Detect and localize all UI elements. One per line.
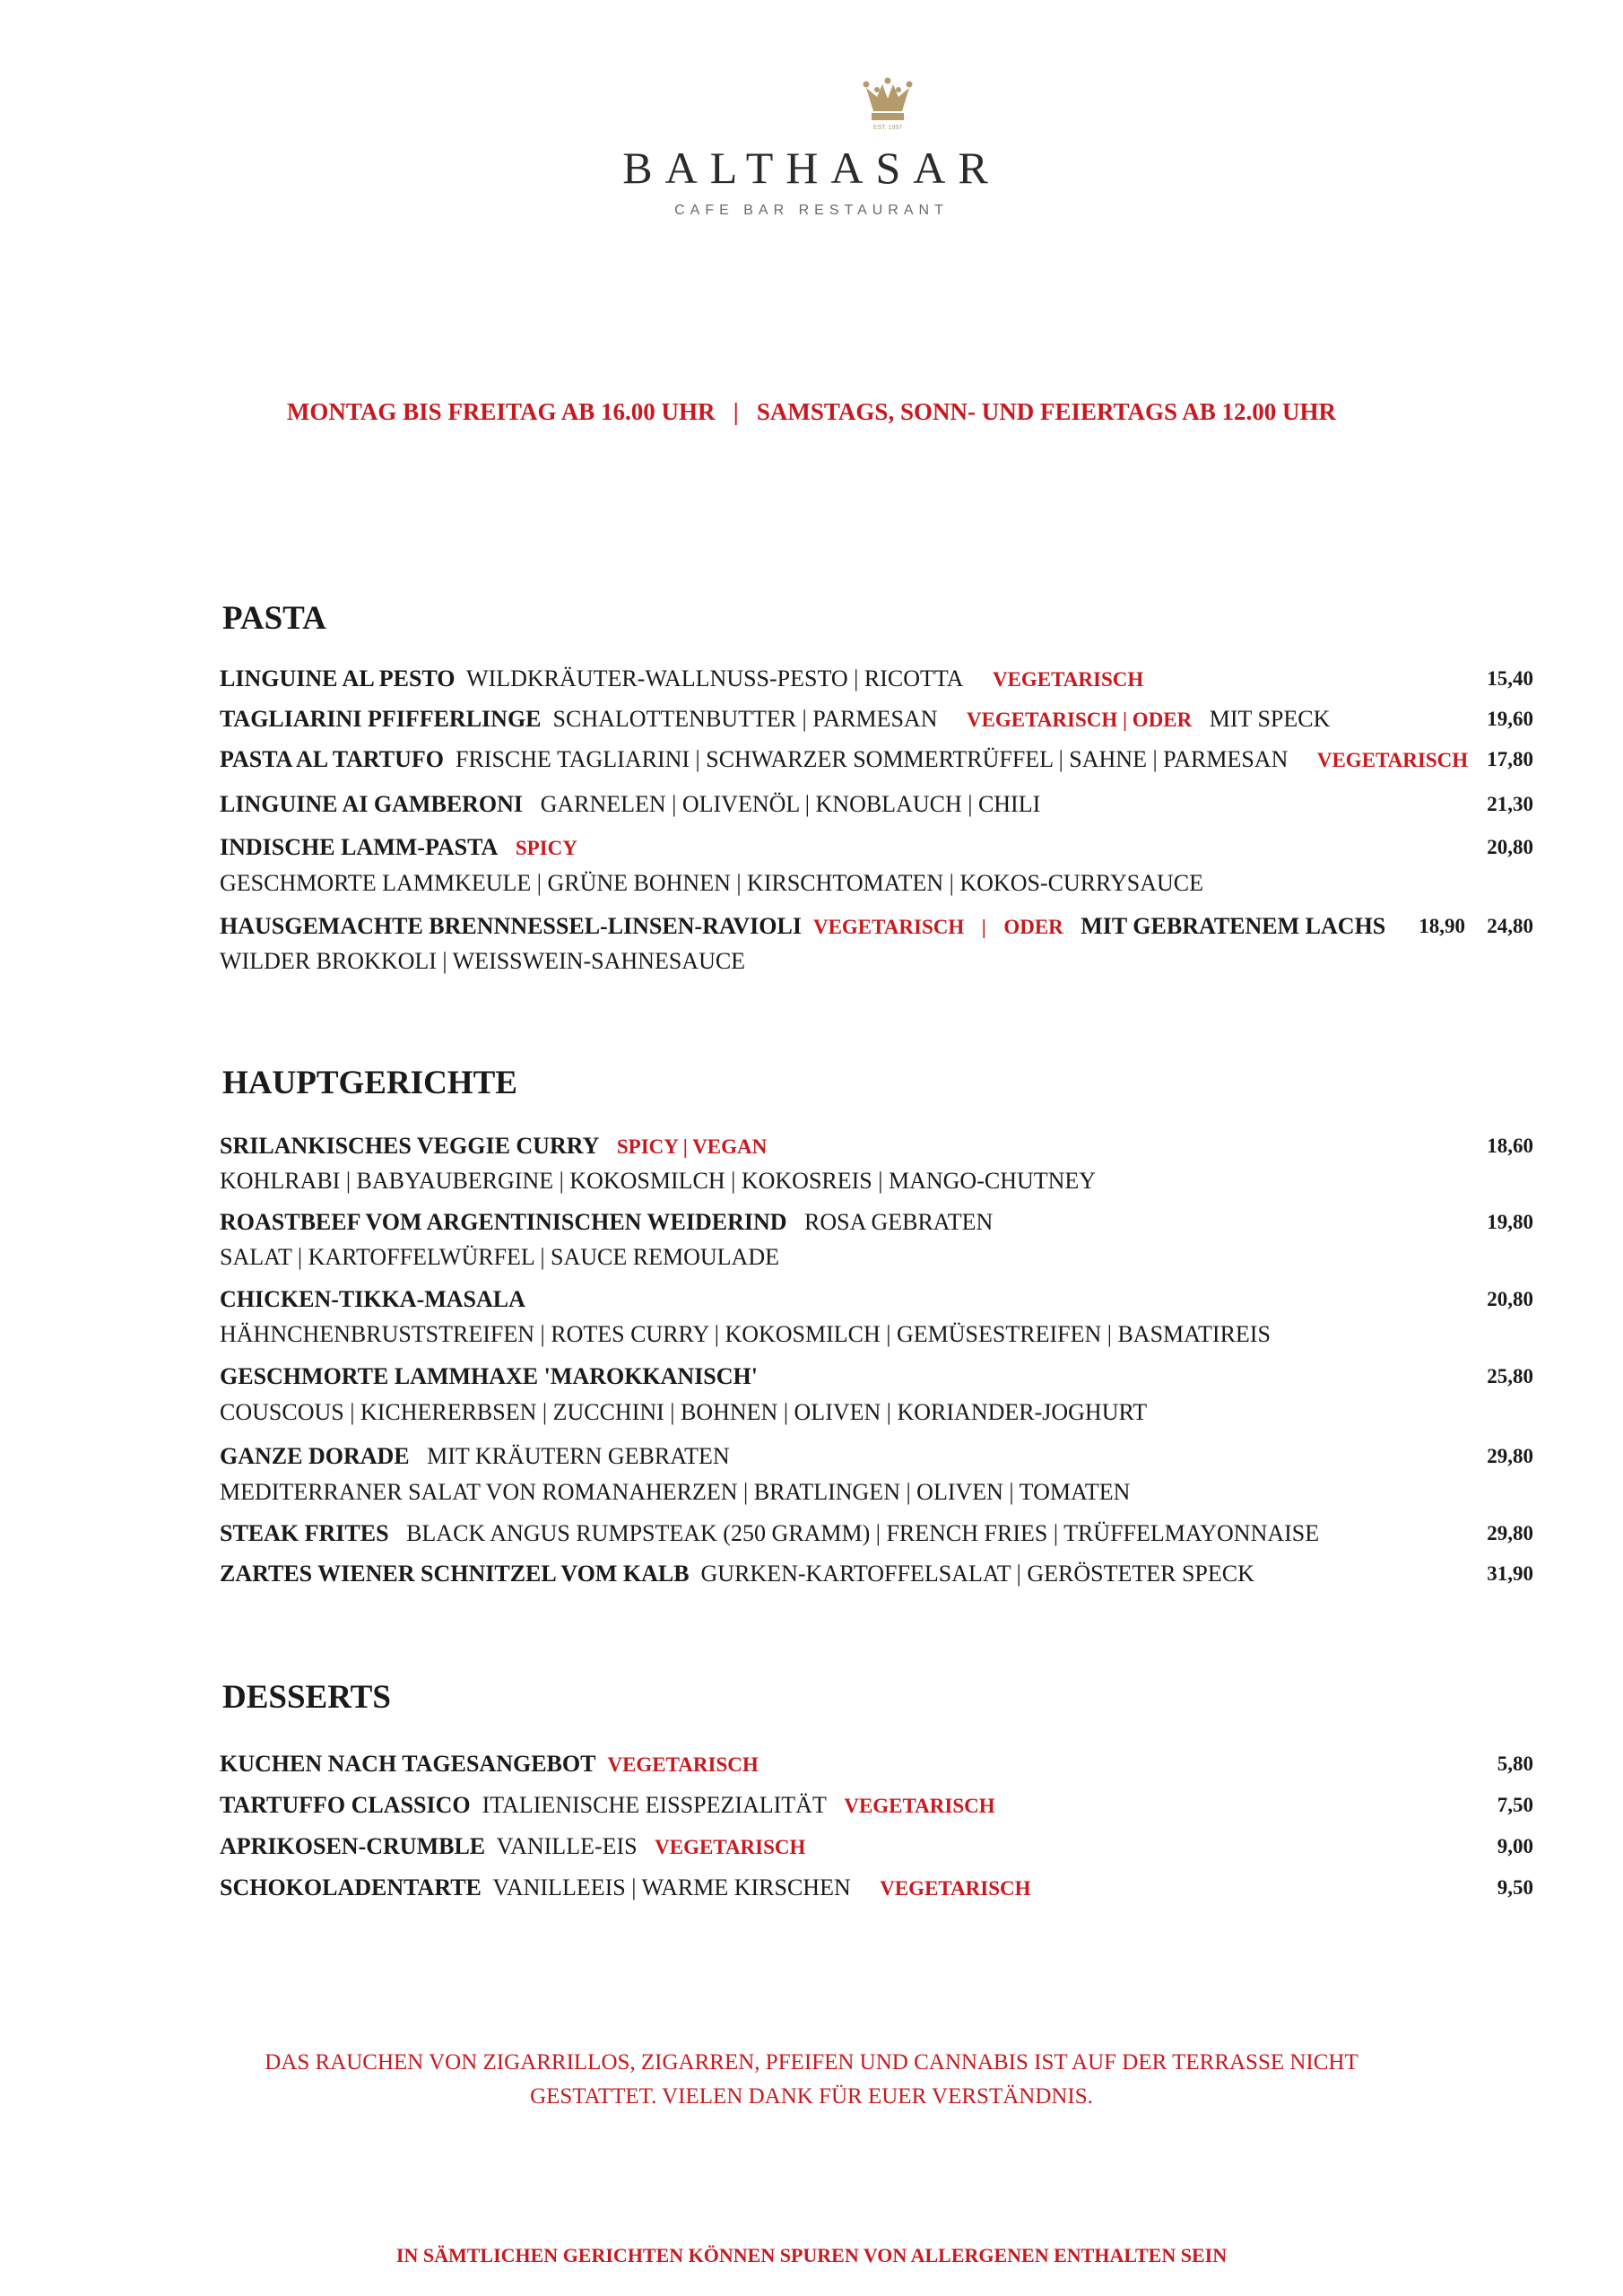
- item-price: 9,00: [1497, 1835, 1533, 1857]
- menu-item: [220, 1518, 1533, 1549]
- menu-item: [220, 744, 1533, 775]
- item-desc: FRISCHE TAGLIARINI | SCHWARZER SOMMERTRÜFFEL | SAHNE | PARMESAN: [456, 746, 1289, 772]
- menu-item: [220, 832, 1533, 863]
- item-tag: VEGETARISCH: [1316, 749, 1469, 771]
- item-sub: GESCHMORTE LAMMKEULE | GRÜNE BOHNEN | KIRSCHTOMATEN | KOKOS-CURRYSAUCE: [220, 870, 1203, 896]
- section-title-desserts: DESSERTS: [222, 1679, 391, 1716]
- item-price: 24,80: [1487, 915, 1533, 937]
- brand-tagline: CAFE BAR RESTAURANT: [674, 203, 949, 218]
- item-price: 5,80: [1497, 1752, 1533, 1775]
- item-name: SRILANKISCHES VEGGIE CURRY: [220, 1133, 600, 1159]
- item-desc: WILDKRÄUTER-WALLNUSS-PESTO | RICOTTA: [466, 665, 964, 691]
- item-tag: VEGETARISCH: [880, 1877, 1031, 1900]
- item-price: 18,90: [1419, 915, 1465, 937]
- item-tag: VEGETARISCH: [992, 668, 1144, 691]
- item-price: 31,90: [1487, 1562, 1533, 1585]
- smoking-notice-line2: GESTATTET. VIELEN DANK FÜR EUER VERSTÄNDNIS.: [530, 2084, 1093, 2109]
- opening-hours: MONTAG BIS FREITAG AB 16.00 UHR | SAMSTAGS, SONN- UND FEIERTAGS AB 12.00 UHR: [286, 398, 1337, 425]
- item-tag: VEGETARISCH: [655, 1836, 806, 1858]
- item-price: 21,30: [1487, 793, 1533, 815]
- menu-item: [220, 1441, 1533, 1472]
- item-name: GESCHMORTE LAMMHAXE 'MAROKKANISCH': [220, 1363, 758, 1389]
- item-tag: VEGETARISCH: [812, 916, 965, 938]
- section-title-pasta: PASTA: [222, 600, 326, 637]
- item-name: HAUSGEMACHTE BRENNNESSEL-LINSEN-RAVIOLI: [220, 913, 802, 939]
- item-sub: SALAT | KARTOFFELWÜRFEL | SAUCE REMOULADE: [220, 1244, 779, 1270]
- menu-item: [220, 1873, 1533, 1903]
- item-name: CHICKEN-TIKKA-MASALA: [220, 1286, 525, 1312]
- crown-icon: [863, 77, 913, 135]
- item-price: 7,50: [1497, 1794, 1533, 1816]
- item-price: 19,80: [1487, 1211, 1533, 1233]
- item-name: TARTUFFO CLASSICO: [220, 1792, 471, 1818]
- item-name: SCHOKOLADENTARTE: [220, 1874, 482, 1900]
- item-tag: VEGETARISCH | ODER: [966, 709, 1193, 731]
- smoking-notice-line1: DAS RAUCHEN VON ZIGARRILLOS, ZIGARREN, PFEIFEN UND CANNABIS IST AUF DER TERRASSE NICHT: [265, 2050, 1358, 2074]
- allergen-notice: IN SÄMTLICHEN GERICHTEN KÖNNEN SPUREN VON ALLERGENEN ENTHALTEN SEIN: [395, 2244, 1228, 2266]
- item-desc: GURKEN-KARTOFFELSALAT | GERÖSTETER SPECK: [700, 1561, 1254, 1587]
- menu-item: [220, 1790, 1533, 1821]
- menu-item: [220, 1749, 1533, 1779]
- est-text: EST. 1997: [872, 125, 903, 131]
- item-name: KUCHEN NACH TAGESANGEBOT: [220, 1751, 596, 1777]
- section-title-main: HAUPTGERICHTE: [222, 1065, 517, 1101]
- item-name: GANZE DORADE: [220, 1443, 410, 1469]
- item-sub: HÄHNCHENBRUSTSTREIFEN | ROTES CURRY | KOKOSMILCH | GEMÜSESTREIFEN | BASMATIREIS: [220, 1321, 1271, 1347]
- item-name: APRIKOSEN-CRUMBLE: [220, 1833, 486, 1859]
- item-name: TAGLIARINI PFIFFERLINGE: [220, 706, 542, 732]
- item-name: ZARTES WIENER SCHNITZEL VOM KALB: [220, 1561, 690, 1587]
- item-desc: GARNELEN | OLIVENÖL | KNOBLAUCH | CHILI: [540, 791, 1041, 817]
- item-sep: |: [981, 916, 986, 938]
- menu-item: [220, 1131, 1533, 1161]
- menu-item: [220, 1831, 1533, 1862]
- item-price: 9,50: [1497, 1876, 1533, 1899]
- item-price: 29,80: [1487, 1445, 1533, 1467]
- item-sub: WILDER BROKKOLI | WEISSWEIN-SAHNESAUCE: [220, 948, 746, 974]
- item-price: 20,80: [1487, 836, 1533, 858]
- menu-item: [220, 1207, 1533, 1238]
- item-price: 18,60: [1487, 1135, 1533, 1157]
- item-name: ROASTBEEF VOM ARGENTINISCHEN WEIDERIND: [220, 1209, 787, 1235]
- item-price: 20,80: [1487, 1288, 1533, 1310]
- item-tag: VEGETARISCH: [844, 1795, 995, 1817]
- item-name: LINGUINE AI GAMBERONI: [220, 791, 524, 817]
- item-name: STEAK FRITES: [220, 1520, 389, 1546]
- menu-item: [220, 1361, 1533, 1392]
- item-tag: SPICY: [515, 837, 577, 859]
- item-price: 25,80: [1487, 1365, 1533, 1387]
- item-tag: ODER: [1003, 916, 1063, 938]
- item-desc: VANILLEEIS | WARME KIRSCHEN: [492, 1874, 851, 1900]
- item-sub: COUSCOUS | KICHERERBSEN | ZUCCHINI | BOHNEN | OLIVEN | KORIANDER-JOGHURT: [220, 1399, 1148, 1425]
- item-name: LINGUINE AL PESTO: [220, 665, 456, 691]
- menu-item: [220, 704, 1533, 735]
- item-extra: MIT GEBRATENEM LACHS: [1081, 913, 1386, 939]
- item-desc: ROSA GEBRATEN: [804, 1209, 994, 1235]
- menu-item: [220, 1559, 1533, 1589]
- item-name: PASTA AL TARTUFO: [220, 746, 444, 772]
- menu-item: [220, 911, 1533, 942]
- menu-item: [220, 1284, 1533, 1315]
- item-desc: SCHALOTTENBUTTER | PARMESAN: [552, 706, 938, 732]
- menu-item: [220, 789, 1533, 820]
- smoking-notice: [0, 2046, 1623, 2114]
- item-price: 29,80: [1487, 1522, 1533, 1544]
- item-name: INDISCHE LAMM-PASTA: [220, 834, 499, 860]
- item-price: 15,40: [1487, 667, 1533, 690]
- item-tag: VEGETARISCH: [607, 1753, 759, 1776]
- item-sub: KOHLRABI | BABYAUBERGINE | KOKOSMILCH | KOKOSREIS | MANGO-CHUTNEY: [220, 1168, 1097, 1194]
- item-tag: SPICY | VEGAN: [616, 1135, 768, 1158]
- item-desc: MIT KRÄUTERN GEBRATEN: [427, 1443, 730, 1469]
- item-desc: VANILLE-EIS: [496, 1833, 638, 1859]
- menu-item: [220, 664, 1533, 694]
- item-sub: MEDITERRANER SALAT VON ROMANAHERZEN | BRATLINGEN | OLIVEN | TOMATEN: [220, 1479, 1131, 1505]
- item-extra: MIT SPECK: [1209, 706, 1331, 732]
- item-desc: BLACK ANGUS RUMPSTEAK (250 GRAMM) | FRENCH FRIES | TRÜFFELMAYONNAISE: [406, 1520, 1320, 1546]
- brand-name: BALTHASAR: [622, 143, 1001, 193]
- item-price: 19,60: [1487, 708, 1533, 730]
- item-desc: ITALIENISCHE EISSPEZIALITÄT: [482, 1792, 827, 1818]
- item-price: 17,80: [1487, 748, 1533, 770]
